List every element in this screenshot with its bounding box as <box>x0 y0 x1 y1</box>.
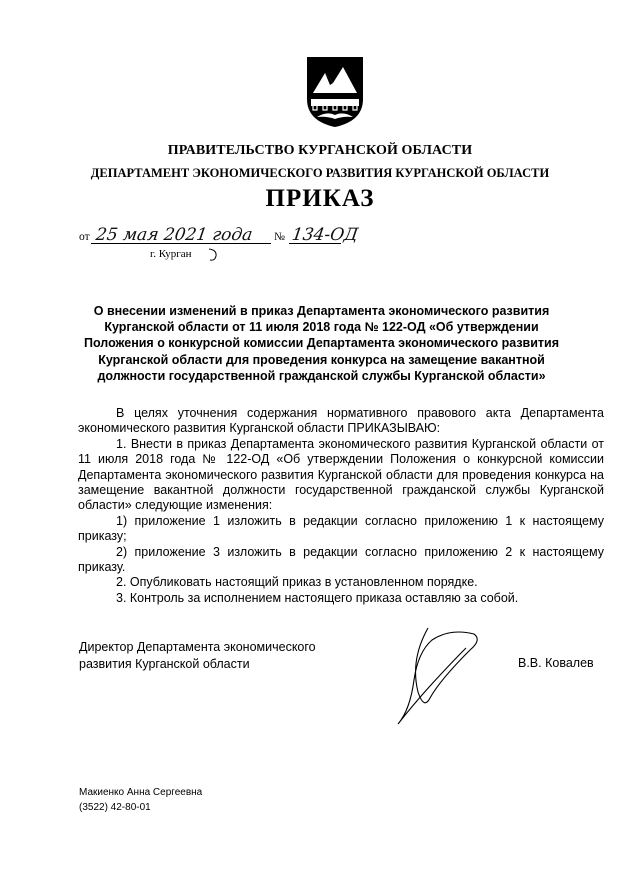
handwritten-mark-icon <box>207 247 221 263</box>
order-subject: О внесении изменений в приказ Департамента экономического развития Курганской области от 11 июля 2018 года № 122-ОД «Об утверждении Положения о конкурсной комиссии Департамента экономического развития Курганской области для проведения конкурса на замещение вакантной должности государственной гражданской службы Курганской области» <box>83 304 560 383</box>
signatory-position-line-1: Директор Департамента экономического <box>79 640 316 654</box>
city-label: г. Курган <box>150 248 192 260</box>
order-number: 134-ОД <box>290 225 360 245</box>
item-1-2-paragraph: 2) приложение 3 изложить в редакции согласно приложению 2 к настоящему приказу. <box>78 544 604 575</box>
item-2-paragraph: 2. Опубликовать настоящий приказ в установленном порядке. <box>116 575 478 590</box>
preamble-paragraph: В целях уточнения содержания нормативного правового акта Департамента экономического развития Курганской области ПРИКАЗЫВАЮ: <box>78 406 604 436</box>
item-1-1-paragraph: 1) приложение 1 изложить в редакции согласно приложению 1 к настоящему приказу; <box>78 513 604 544</box>
performer-info <box>79 786 202 815</box>
item-1-paragraph: 1. Внести в приказ Департамента экономического развития Курганской области от 11 июля 2018 года № 122-ОД «Об утверждении Положения о конкурсной комиссии Департамента экономического развития Курганской области для проведения конкурса на замещение вакантной должности государственной гражданской службы Курганской области» следующие изменения: <box>78 436 604 513</box>
document-type-title: ПРИКАЗ <box>265 185 375 212</box>
order-date: 25 мая 2021 года <box>94 225 254 245</box>
signatory-name: В.В. Ковалев <box>518 656 594 670</box>
item-3-paragraph: 3. Контроль за исполнением настоящего приказа оставляю за собой. <box>116 590 519 605</box>
government-title: ПРАВИТЕЛЬСТВО КУРГАНСКОЙ ОБЛАСТИ <box>167 143 473 158</box>
number-prefix: № <box>274 231 285 243</box>
kurgan-coat-of-arms-icon <box>303 55 367 129</box>
signatory-position <box>79 639 316 673</box>
signatory-position-line-2: развития Курганской области <box>79 657 250 671</box>
date-prefix: от <box>79 231 90 243</box>
performer-phone: (3522) 42-80-01 <box>79 801 151 813</box>
performer-name: Макиенко Анна Сергеевна <box>79 787 203 798</box>
department-title: ДЕПАРТАМЕНТ ЭКОНОМИЧЕСКОГО РАЗВИТИЯ КУРГАНСКОЙ ОБЛАСТИ <box>90 166 550 180</box>
handwritten-signature <box>370 600 500 730</box>
order-body <box>78 406 604 606</box>
